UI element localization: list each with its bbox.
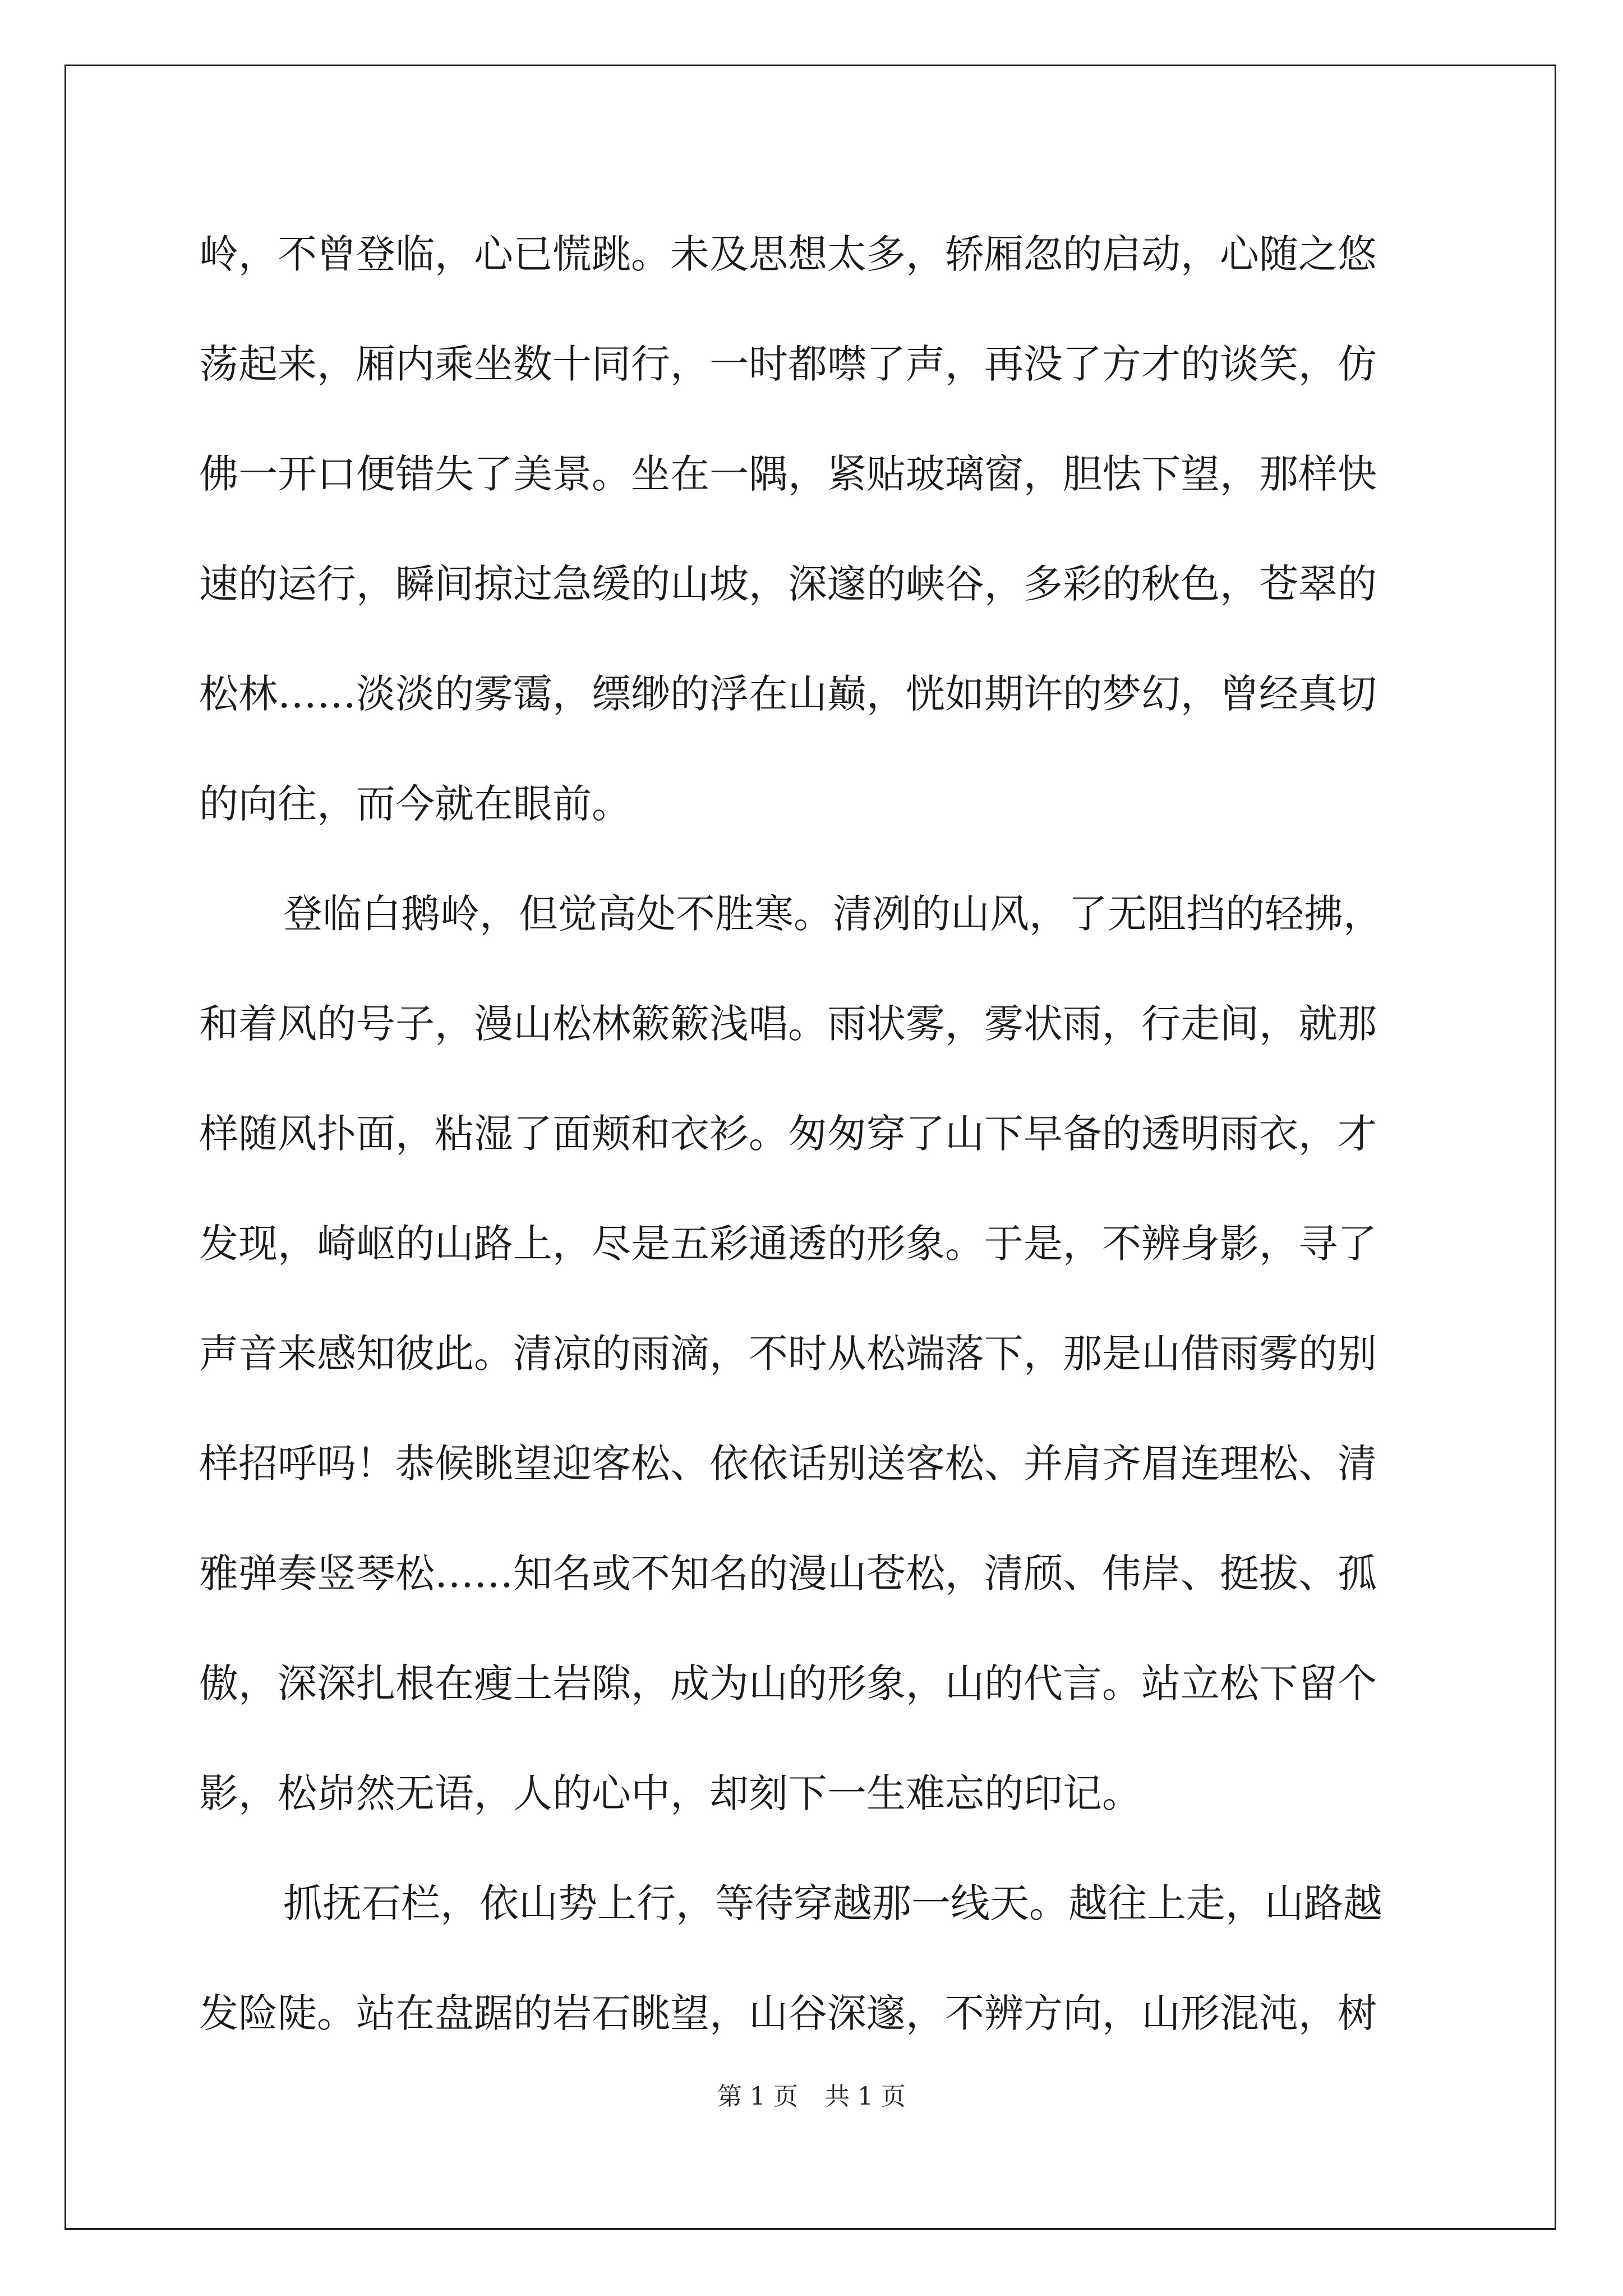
text-line: 发险陡。站在盘踞的岩石眺望，山谷深邃，不辨方向，山形混沌，树	[199, 1990, 1377, 2036]
text-line: 岭，不曾登临，心已慌跳。未及思想太多，轿厢忽的启动，心随之悠	[199, 231, 1377, 277]
text-line: 雅弹奏竖琴松……知名或不知名的漫山苍松，清颀、伟岸、挺拔、孤	[199, 1550, 1377, 1596]
text-line: 样随风扑面，粘湿了面颊和衣衫。匆匆穿了山下早备的透明雨衣，才	[199, 1111, 1377, 1157]
text-line: 发现，崎岖的山路上，尽是五彩通透的形象。于是，不辨身影，寻了	[199, 1221, 1377, 1267]
text-line: 速的运行，瞬间掠过急缓的山坡，深邃的峡谷，多彩的秋色，苍翠的	[199, 561, 1377, 607]
text-line: 样招呼吗！恭候眺望迎客松、依依话别送客松、并肩齐眉连理松、清	[199, 1441, 1377, 1487]
text-line: 傲，深深扎根在瘦土岩隙，成为山的形象，山的代言。站立松下留个	[199, 1660, 1377, 1706]
page-footer	[0, 2080, 1623, 2114]
page-total: 共 1 页	[825, 2082, 906, 2111]
paragraph-start-line: 登临白鹅岭，但觉高处不胜寒。清冽的山风，了无阻挡的轻拂，	[283, 891, 1382, 937]
body-text	[199, 199, 1427, 2068]
text-line: 松林……淡淡的雾霭，缥缈的浮在山巅，恍如期许的梦幻，曾经真切	[199, 671, 1377, 717]
text-line: 荡起来，厢内乘坐数十同行，一时都噤了声，再没了方才的谈笑，仿	[199, 341, 1377, 387]
text-line: 的向往，而今就在眼前。	[199, 781, 631, 827]
paragraph-start-line: 抓抚石栏，依山势上行，等待穿越那一线天。越往上走，山路越	[283, 1880, 1382, 1926]
text-line: 影，松峁然无语，人的心中，却刻下一生难忘的印记。	[199, 1770, 1141, 1816]
text-line: 和着风的号子，漫山松林簌簌浅唱。雨状雾，雾状雨，行走间，就那	[199, 1001, 1377, 1047]
text-line: 声音来感知彼此。清凉的雨滴，不时从松端落下，那是山借雨雾的别	[199, 1331, 1377, 1377]
text-line: 佛一开口便错失了美景。坐在一隅，紧贴玻璃窗，胆怯下望，那样快	[199, 451, 1377, 497]
page-number: 第 1 页	[717, 2082, 798, 2111]
